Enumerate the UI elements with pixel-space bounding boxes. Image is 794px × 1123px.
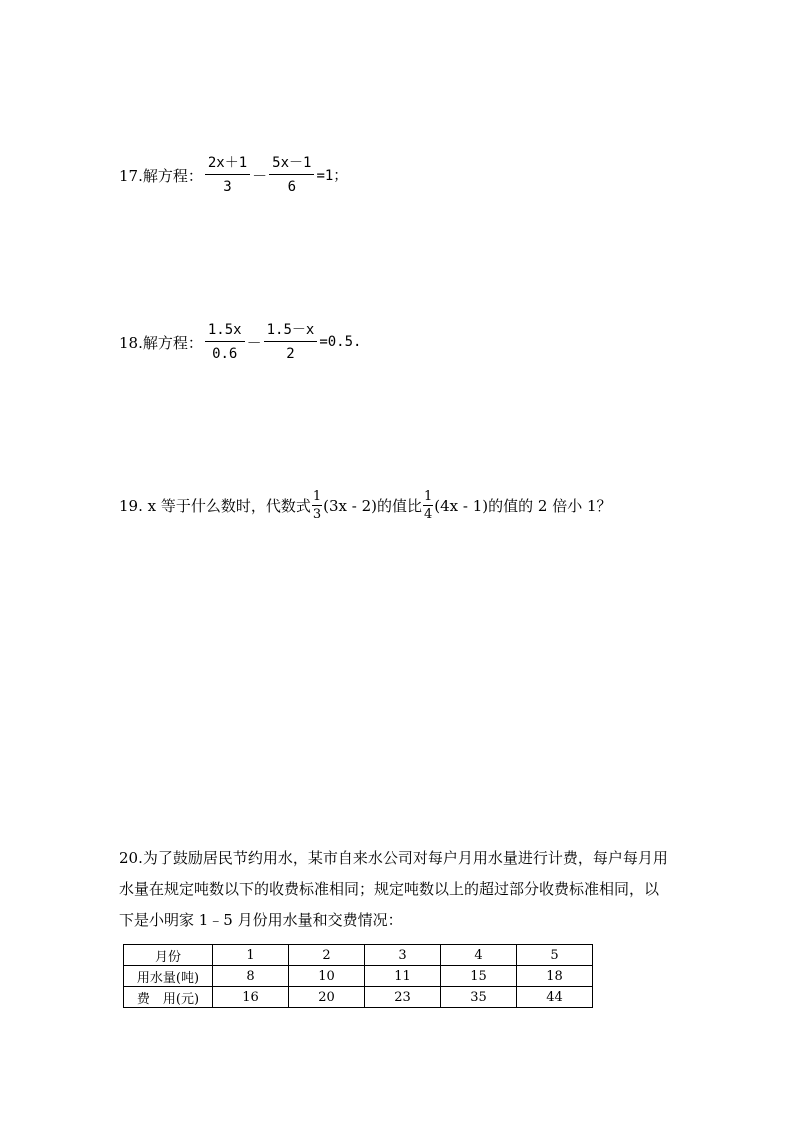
table-cell: 11	[365, 966, 441, 987]
q18-fraction-1	[205, 323, 245, 361]
q18-minus: －	[246, 333, 262, 352]
q17-f2-denominator: 6	[287, 179, 297, 195]
q20-line-3: 下是小明家 1﹣5 月份用水量和交费情况：	[119, 911, 403, 929]
table-cell: 23	[365, 987, 441, 1008]
table-cell: 8	[213, 966, 289, 987]
table-cell: 3	[365, 945, 441, 966]
q19-fraction-2	[423, 490, 433, 521]
q19-f2-numerator: 1	[424, 489, 433, 504]
q17-f1-denominator: 3	[223, 179, 232, 195]
question-18	[119, 323, 361, 361]
q17-label: 17.解方程：	[119, 166, 203, 185]
question-17	[119, 156, 347, 194]
q19-part2: (3x - 2)的值比	[323, 497, 422, 515]
q18-f2-denominator: 2	[286, 346, 295, 362]
q19-f1-numerator: 1	[312, 489, 322, 504]
q17-fraction-1	[205, 156, 250, 194]
q19-fraction-1	[312, 490, 322, 521]
q20-line-1: 20.为了鼓励居民节约用水，某市自来水公司对每户月用水量进行计费，每户每月用	[119, 849, 668, 867]
table-cell: 4	[441, 945, 517, 966]
table-cell: 5	[517, 945, 593, 966]
q17-tail: =1；	[316, 168, 348, 184]
table-header-cell: 用水量(吨)	[124, 966, 213, 987]
table-cell: 18	[517, 966, 593, 987]
question-20	[119, 843, 709, 936]
q18-f1-numerator: 1.5x	[205, 323, 245, 342]
q19-part3: (4x - 1)的值的 2 倍小 1？	[434, 497, 612, 515]
table-header-cell: 费 用(元)	[124, 987, 213, 1008]
q19-f2-denominator: 4	[424, 507, 433, 522]
water-usage-table	[123, 944, 593, 1008]
table-header-cell: 月份	[124, 945, 213, 966]
q20-line-2: 水量在规定吨数以下的收费标准相同；规定吨数以上的超过部分收费标准相同，以	[119, 880, 660, 898]
table-row-usage	[124, 966, 593, 987]
table-cell: 44	[517, 987, 593, 1008]
table-cell: 16	[213, 987, 289, 1008]
table-row-month	[124, 945, 593, 966]
table-cell: 15	[441, 966, 517, 987]
q19-f1-denominator: 3	[312, 507, 322, 522]
table-cell: 10	[289, 966, 365, 987]
q18-f1-denominator: 0.6	[212, 346, 238, 362]
table-cell: 1	[213, 945, 289, 966]
table-cell: 2	[289, 945, 365, 966]
q18-f2-numerator: 1.5－x	[264, 323, 318, 342]
q17-f1-numerator: 2x＋1	[205, 156, 250, 175]
q17-f2-numerator: 5x－1	[269, 156, 314, 175]
q18-label: 18.解方程：	[119, 333, 203, 352]
q17-fraction-2	[269, 156, 314, 194]
table-cell: 35	[441, 987, 517, 1008]
question-19	[119, 490, 612, 521]
q18-tail: =0.5.	[319, 334, 362, 350]
q17-minus: －	[252, 166, 268, 185]
q18-fraction-2	[264, 323, 318, 361]
table-row-fee	[124, 987, 593, 1008]
table-cell: 20	[289, 987, 365, 1008]
q19-part1: 19. x 等于什么数时，代数式	[119, 497, 311, 515]
